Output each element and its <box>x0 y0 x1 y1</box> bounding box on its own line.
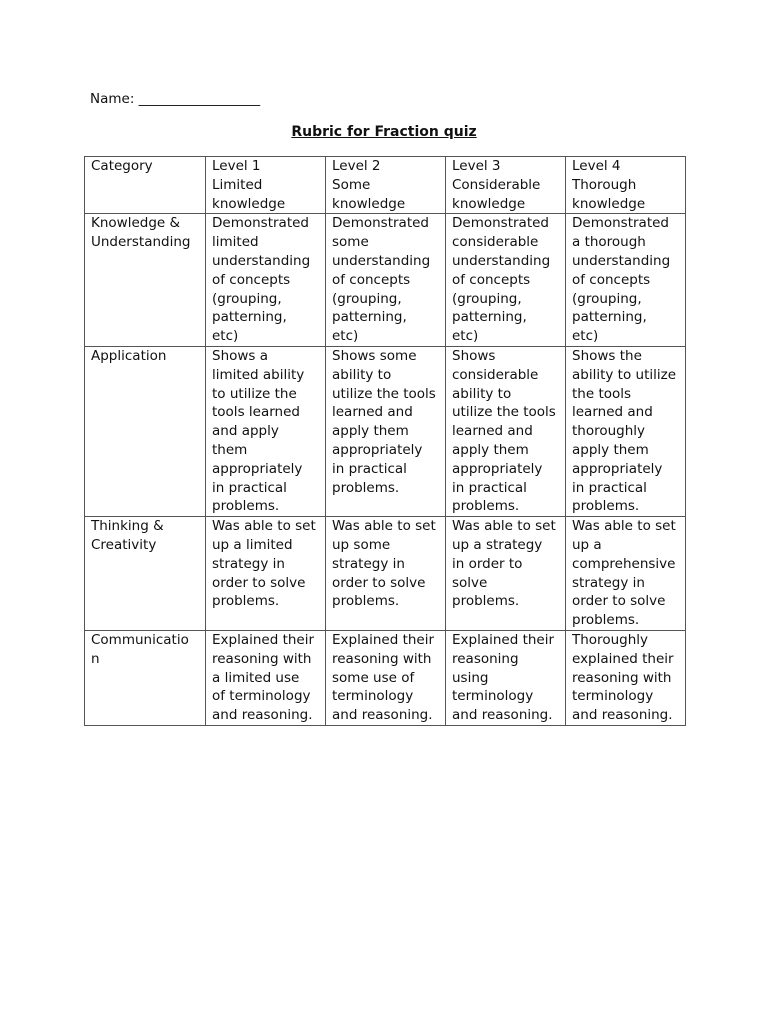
category-cell: Application <box>85 346 206 516</box>
table-row <box>85 346 686 516</box>
table-cell: Shows considerable ability to utilize the tools learned and apply them appropriately in practical problems. <box>446 346 566 516</box>
table-row <box>85 517 686 631</box>
table-cell: Demonstrated some understanding of concepts (grouping, patterning, etc) <box>326 214 446 347</box>
category-cell: Thinking & Creativity <box>85 517 206 631</box>
table-cell: Shows a limited ability to utilize the tools learned and apply them appropriately in practical problems. <box>206 346 326 516</box>
table-cell: Explained their reasoning with some use of terminology and reasoning. <box>326 630 446 725</box>
category-cell: Communicatio n <box>85 630 206 725</box>
rubric-table <box>84 156 686 726</box>
table-cell: Thoroughly explained their reasoning with terminology and reasoning. <box>566 630 686 725</box>
table-cell: Was able to set up a comprehensive strategy in order to solve problems. <box>566 517 686 631</box>
table-cell: Shows the ability to utilize the tools learned and thoroughly apply them appropriately in practical problems. <box>566 346 686 516</box>
table-cell: Demonstrated considerable understanding of concepts (grouping, patterning, etc) <box>446 214 566 347</box>
header-cell-level-4: Level 4 Thorough knowledge <box>566 157 686 214</box>
name-field-label: Name: __________________ <box>90 91 261 107</box>
category-cell: Knowledge & Understanding <box>85 214 206 347</box>
table-cell: Demonstrated limited understanding of concepts (grouping, patterning, etc) <box>206 214 326 347</box>
table-cell: Was able to set up some strategy in order to solve problems. <box>326 517 446 631</box>
table-cell: Explained their reasoning with a limited use of terminology and reasoning. <box>206 630 326 725</box>
table-cell: Was able to set up a strategy in order to solve problems. <box>446 517 566 631</box>
header-cell-level-2: Level 2 Some knowledge <box>326 157 446 214</box>
table-cell: Demonstrated a thorough understanding of concepts (grouping, patterning, etc) <box>566 214 686 347</box>
table-cell: Was able to set up a limited strategy in order to solve problems. <box>206 517 326 631</box>
table-row <box>85 214 686 347</box>
header-cell-level-3: Level 3 Considerable knowledge <box>446 157 566 214</box>
table-header-row <box>85 157 686 214</box>
table-row <box>85 630 686 725</box>
table-cell: Shows some ability to utilize the tools learned and apply them appropriately in practical problems. <box>326 346 446 516</box>
table-cell: Explained their reasoning using terminology and reasoning. <box>446 630 566 725</box>
header-cell-category: Category <box>85 157 206 214</box>
header-cell-level-1: Level 1 Limited knowledge <box>206 157 326 214</box>
document-title: Rubric for Fraction quiz <box>291 124 477 140</box>
